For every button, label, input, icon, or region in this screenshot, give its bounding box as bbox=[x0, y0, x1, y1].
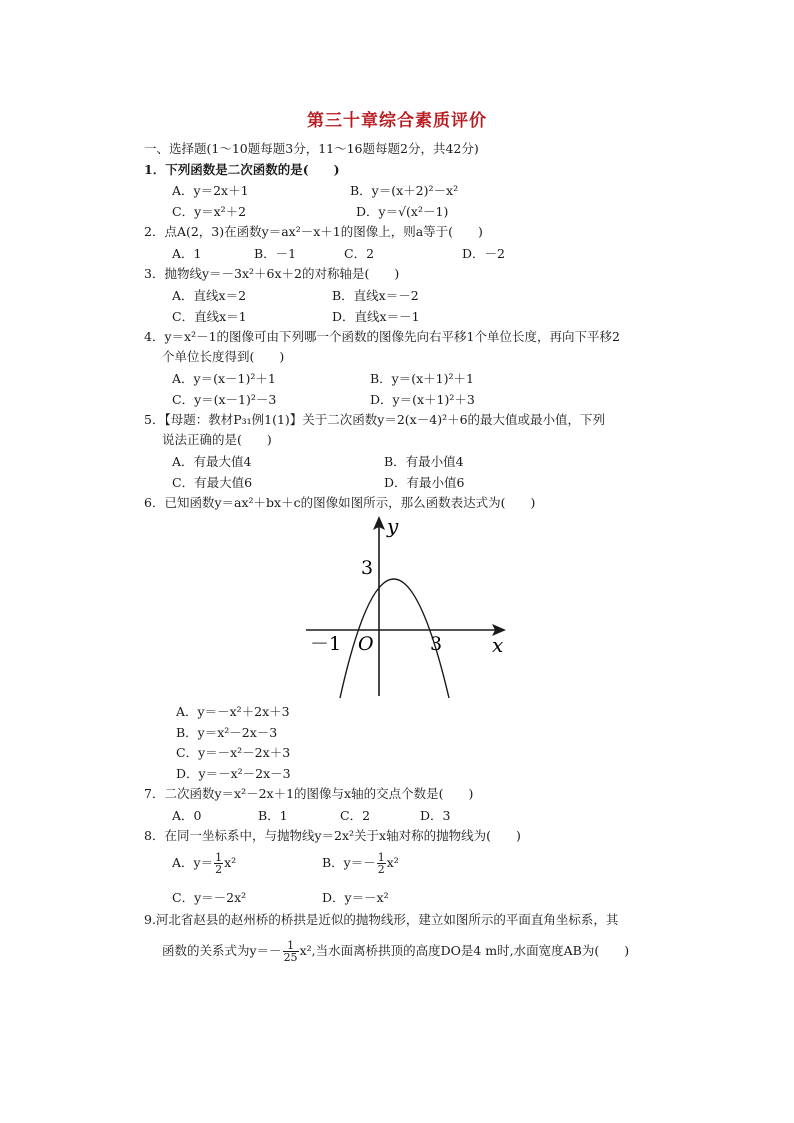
q7-option-d: D．3 bbox=[420, 808, 451, 823]
x-axis-label: x bbox=[492, 633, 504, 657]
q8-option-b bbox=[322, 852, 399, 875]
question-9-stem-cont bbox=[162, 940, 629, 963]
question-4-stem-cont: 个单位长度得到( ) bbox=[162, 349, 285, 364]
q2-option-b: B．－1 bbox=[254, 246, 297, 261]
q3-option-a: A．直线x＝2 bbox=[172, 288, 247, 303]
q8-option-d: D．y＝－x² bbox=[322, 890, 389, 905]
q6-option-d: D．y＝－x²－2x－3 bbox=[176, 766, 291, 781]
q4-option-b: B．y＝(x＋1)²＋1 bbox=[370, 371, 474, 386]
q7-option-a: A．0 bbox=[172, 808, 202, 823]
question-9-stem: 9.河北省赵县的赵州桥的桥拱是近似的抛物线形，建立如图所示的平面直角坐标系，其 bbox=[144, 912, 619, 927]
question-2-stem: 2．点A(2，3)在函数y＝ax²－x＋1的图像上，则a等于( ) bbox=[144, 224, 483, 239]
page-title: 第三十章综合素质评价 bbox=[307, 111, 487, 131]
q8-option-c: C．y＝－2x² bbox=[172, 890, 247, 905]
q8-option-a bbox=[172, 852, 236, 875]
question-8-stem: 8．在同一坐标系中，与抛物线y＝2x²关于x轴对称的抛物线为( ) bbox=[144, 828, 521, 843]
q7-option-b: B．1 bbox=[258, 808, 288, 823]
q1-option-b: B．y＝(x＋2)²－x² bbox=[350, 183, 459, 198]
q9-prefix: 函数的关系式为y＝－ bbox=[162, 943, 282, 958]
q2-option-c: C．2 bbox=[344, 246, 375, 261]
question-1-stem: 1．下列函数是二次函数的是( ) bbox=[144, 162, 340, 177]
q9-denominator: 25 bbox=[283, 951, 298, 964]
q4-option-a: A．y＝(x－1)²＋1 bbox=[172, 371, 276, 386]
origin-label: O bbox=[358, 633, 374, 655]
q3-option-c: C．直线x＝1 bbox=[172, 309, 247, 324]
question-4-stem: 4．y＝x²－1的图像可由下列哪一个函数的图像先向右平移1个单位长度，再向下平移2 bbox=[144, 329, 620, 344]
question-3-stem: 3．抛物线y＝－3x²＋6x＋2的对称轴是( ) bbox=[144, 266, 400, 281]
y-axis-label: y bbox=[387, 514, 399, 538]
q9-numerator: 1 bbox=[283, 940, 299, 952]
q4-option-c: C．y＝(x－1)²－3 bbox=[172, 392, 277, 407]
question-5-stem: 5．【母题：教材P₃₁例1(1)】关于二次函数y＝2(x－4)²＋6的最大值或最小值，下列 bbox=[144, 412, 606, 427]
q8-a-numerator: 1 bbox=[215, 851, 223, 864]
q8-a-prefix: A．y＝ bbox=[172, 855, 214, 870]
q6-option-a: A．y＝－x²＋2x＋3 bbox=[176, 704, 290, 719]
x-tick-3: 3 bbox=[430, 633, 443, 655]
parabola-graph bbox=[300, 512, 530, 702]
q6-option-b: B．y＝x²－2x－3 bbox=[176, 725, 278, 740]
q8-b-denominator: 2 bbox=[377, 863, 385, 876]
q8-a-fraction bbox=[214, 852, 223, 875]
x-tick-neg1: －1 bbox=[310, 633, 342, 655]
q1-option-a: A．y＝2x＋1 bbox=[172, 183, 249, 198]
q3-option-d: D．直线x＝－1 bbox=[332, 309, 420, 324]
q2-option-a: A．1 bbox=[172, 246, 202, 261]
q5-option-a: A．有最大值4 bbox=[172, 454, 252, 469]
q8-b-fraction bbox=[377, 852, 386, 875]
question-6-stem: 6．已知函数y＝ax²＋bx＋c的图像如图所示，那么函数表达式为( ) bbox=[144, 495, 536, 510]
q8-a-suffix: x² bbox=[224, 855, 237, 870]
q5-option-c: C．有最大值6 bbox=[172, 475, 253, 490]
q5-option-d: D．有最小值6 bbox=[384, 475, 465, 490]
q5-option-b: B．有最小值4 bbox=[384, 454, 464, 469]
q1-option-d: D．y＝√(x²－1) bbox=[356, 204, 449, 219]
q1-option-c: C．y＝x²＋2 bbox=[172, 204, 247, 219]
q9-suffix: x²,当水面离桥拱顶的高度DO是4 m时,水面宽度AB为( ) bbox=[299, 943, 630, 958]
q8-b-numerator: 1 bbox=[377, 851, 385, 864]
q3-option-b: B．直线x＝－2 bbox=[332, 288, 419, 303]
question-5-stem-cont: 说法正确的是( ) bbox=[162, 432, 272, 447]
q2-option-d: D．－2 bbox=[462, 246, 505, 261]
q7-option-c: C．2 bbox=[340, 808, 371, 823]
q9-fraction bbox=[283, 940, 299, 963]
q8-b-suffix: x² bbox=[386, 855, 399, 870]
q6-option-c: C．y＝－x²－2x＋3 bbox=[176, 745, 291, 760]
q8-a-denominator: 2 bbox=[215, 863, 223, 876]
q4-option-d: D．y＝(x＋1)²＋3 bbox=[370, 392, 475, 407]
q8-b-prefix: B．y＝－ bbox=[322, 855, 376, 870]
y-tick-3: 3 bbox=[361, 557, 374, 579]
section-heading: 一、选择题(1～10题每题3分，11～16题每题2分，共42分) bbox=[144, 141, 479, 156]
question-7-stem: 7．二次函数y＝x²－2x＋1的图像与x轴的交点个数是( ) bbox=[144, 786, 474, 801]
